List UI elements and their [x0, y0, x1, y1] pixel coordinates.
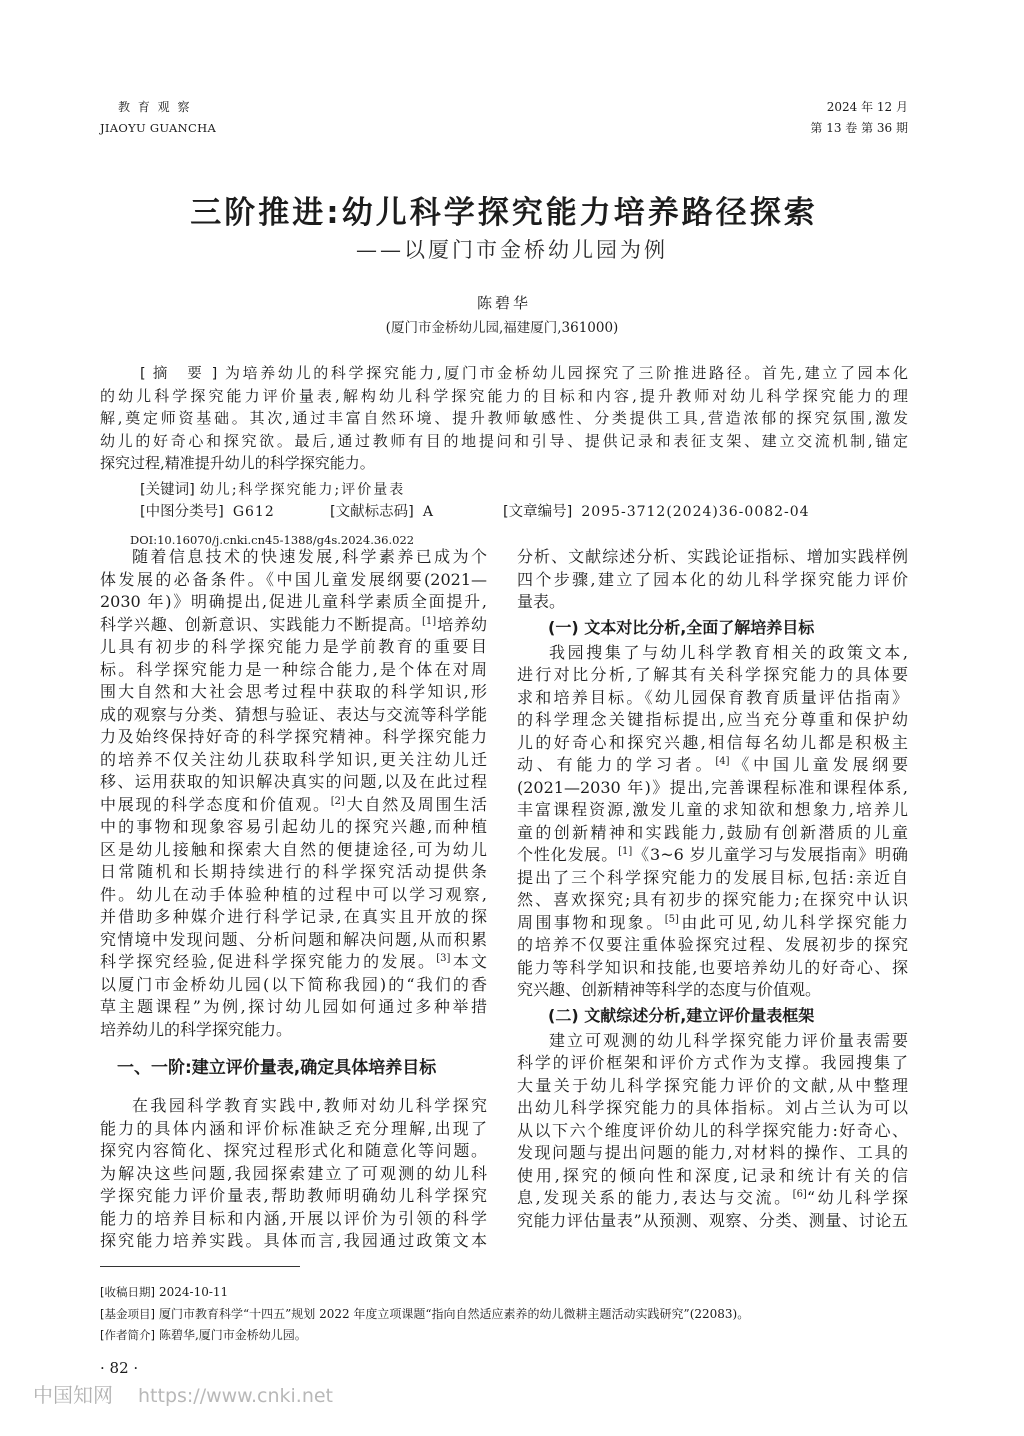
text-line [517, 844, 908, 867]
abstract-line: 解,奠定师资基础。其次,通过丰富自然环境、提升教师敏感性、分类提供工具,营造浓郁的探究氛围,激发 [100, 409, 908, 427]
text-segment: 个性化发展。 [517, 845, 619, 864]
article-number-value: 2095-3712(2024)36-0082-04 [581, 504, 810, 520]
text-segment: “幼儿科学探 [806, 1188, 908, 1207]
text-line: 移、运用获取的知识解决真实的问题,以及在此过程 [100, 772, 487, 791]
text-line: 使用,探究的倾向性和深度,记录和统计有关的信 [517, 1165, 908, 1185]
footnote-funding [100, 1306, 749, 1322]
citation-marker: [3] [436, 953, 451, 964]
text-line: 随着信息技术的快速发展,科学素养已成为个 [132, 547, 487, 566]
footnote-text: 厦门市教育科学“十四五”规划 2022 年度立项课题“指向自然适应素养的幼儿微耕主题活动实践研究”(22083)。 [158, 1307, 750, 1321]
text-line: 标。科学探究能力是一种综合能力,是个体在对周 [100, 659, 487, 679]
text-segment: 本文 [450, 952, 487, 971]
clc-number [140, 501, 275, 523]
body-column-left [100, 546, 487, 1253]
text-line: 四个步骤,建立了园本化的幼儿科学探究能力评价 [517, 569, 908, 589]
article-number [503, 501, 810, 523]
keywords-value: 幼儿;科学探究能力;评价量表 [199, 482, 406, 498]
text-line: 建立可观测的幼儿科学探究能力评价量表需要 [549, 1030, 908, 1050]
text-line: 件。幼儿在动手体验种植的过程中可以学习观察, [100, 884, 487, 904]
text-line: 儿的好奇心和探究兴趣,相信每名幼儿都是积极主 [517, 732, 908, 752]
article-subtitle: ——以厦门市金桥幼儿园为例 [356, 238, 668, 262]
footnote-received [100, 1284, 228, 1300]
journal-name-en: JIAOYU GUANCHA [100, 121, 217, 135]
text-line: 科学的评价框架和评价方式作为支撑。我园搜集了 [517, 1053, 908, 1072]
text-line [517, 1187, 908, 1210]
footnote-author-bio [100, 1327, 307, 1343]
text-line [100, 794, 487, 817]
footnote-label: [作者简介] [100, 1328, 155, 1342]
citation-marker: [4] [715, 756, 730, 767]
text-line: 能力等科学知识和技能,也要培养幼儿的好奇心、探 [517, 957, 908, 977]
text-line [517, 912, 908, 935]
paragraph [517, 546, 908, 614]
citation-marker: [1] [421, 615, 437, 627]
footnote-text: 陈碧华,厦门市金桥幼儿园。 [158, 1328, 307, 1342]
text-line: 为解决这些问题,我园探索建立了可观测的幼儿科 [100, 1163, 487, 1183]
text-line: 以厦门市金桥幼儿园(以下简称我园)的“我们的香 [100, 974, 487, 994]
text-line: 然、喜欢探究;具有初步的探究能力;在探究中认识 [517, 890, 908, 909]
abstract-line [100, 362, 908, 385]
text-line: 培养幼儿的科学探究能力。 [100, 1019, 293, 1039]
text-segment: 培养幼 [436, 614, 487, 634]
page-number: · 82 · [100, 1359, 139, 1377]
text-line: 究兴趣、创新精神等科学的态度与价值观。 [517, 980, 822, 999]
paragraph [517, 1030, 908, 1233]
footnote-text: 2024-10-11 [158, 1285, 229, 1299]
clc-label: [中图分类号] [140, 504, 224, 520]
text-line: 的科学理念关键指标提出,应当充分尊重和保护幼 [517, 710, 908, 729]
text-line: 究情境中发现问题、分析问题和解决问题,从而积累 [100, 929, 487, 949]
text-line: 日常随机和长期持续进行的科学探究活动提供条 [100, 862, 487, 881]
text-line: 成的观察与分类、猜想与验证、表达与交流等科学能 [100, 704, 487, 724]
text-line: 力及始终保持好奇的科学探究精神。科学探究能力 [100, 727, 487, 746]
keywords [140, 479, 405, 501]
subsection-heading: (二) 文献综述分析,建立评价量表框架 [548, 1005, 815, 1025]
text-segment: 科学兴趣、创新意识、实践能力不断提高。 [100, 614, 422, 634]
paragraph [517, 642, 908, 1002]
text-line: 的培养不仅关注幼儿获取科学知识,更关注幼儿迁 [100, 749, 487, 769]
article-title: 三阶推进:幼儿科学探究能力培养路径探索 [190, 195, 818, 231]
volume-issue: 第 13 卷 第 36 期 [810, 121, 908, 135]
text-line: 量表。 [517, 592, 566, 611]
text-segment: 周围事物和现象。 [517, 912, 665, 932]
abstract-label: [ 摘 要 ] [140, 366, 218, 382]
text-line: 的培养不仅要注重体验探究过程、发展初步的探究 [517, 935, 908, 954]
text-segment: 中展现的科学态度和价值观。 [100, 794, 331, 814]
watermark-site-name: 中国知网 [33, 1383, 113, 1407]
text-line: 能力的具体内涵和评价标准缺乏充分理解,出现了 [100, 1118, 487, 1138]
text-line: 并借助多种媒介进行科学记录,在真实且开放的探 [100, 907, 487, 926]
text-line: 我园搜集了与幼儿科学教育相关的政策文本, [549, 642, 908, 662]
footnote-divider [100, 1266, 300, 1267]
text-segment: 科学探究经验,促进科学探究能力的发展。 [100, 952, 437, 971]
text-line: 区是幼儿接触和探索大自然的便捷途径,可为幼儿 [100, 839, 487, 859]
issue-date: 2024 年 12 月 [826, 100, 908, 114]
body-column-right [517, 546, 908, 1232]
text-segment: 息,发现关系的能力,表达与交流。 [517, 1188, 793, 1207]
text-segment: 《3~6 岁儿童学习与发展指南》明确 [632, 845, 908, 864]
citation-marker: [5] [664, 913, 679, 925]
section-heading: 一、一阶:建立评价量表,确定具体培养目标 [117, 1058, 437, 1078]
citation-marker: [6] [792, 1189, 807, 1200]
text-segment: 由此可见,幼儿科学探究能力 [678, 912, 908, 932]
text-line: 围大自然和大社会思考过程中获取的科学知识,形 [100, 682, 487, 701]
text-line: 分析、文献综述分析、实践论证指标、增加实践样例 [517, 547, 908, 566]
journal-name-cn: 教 育 观 察 [118, 100, 192, 114]
text-line: 从以下六个维度评价幼儿的科学探究能力:好奇心、 [517, 1120, 908, 1140]
paragraph [100, 1095, 487, 1253]
author-name: 陈碧华 [476, 294, 531, 312]
text-line: 发现问题与提出问题的能力,对材料的操作、工具的 [517, 1143, 908, 1162]
document-code-value: A [422, 504, 434, 520]
text-line: 童的创新精神和实践能力,鼓励有创新潜质的儿童 [517, 822, 908, 842]
text-line: 2030 年)》明确提出,促进儿童科学素质全面提升, [100, 592, 487, 611]
abstract-text: 为培养幼儿的科学探究能力,厦门市金桥幼儿园探究了三阶推进路径。首先,建立了园本化 [222, 364, 908, 382]
text-segment: 《中国儿童发展纲要 [729, 755, 908, 774]
text-line: 能力的培养目标和内涵,开展以评价为引领的科学 [100, 1208, 487, 1228]
text-line: 在我园科学教育实践中,教师对幼儿科学探究 [132, 1096, 487, 1115]
article-number-label: [文章编号] [503, 504, 573, 520]
text-line: 儿具有初步的科学探究能力是学前教育的重要目 [100, 637, 487, 656]
text-line: 究能力评估量表”从预测、观察、分类、测量、讨论五 [517, 1210, 908, 1230]
author-affiliation: (厦门市金桥幼儿园,福建厦门,361000) [385, 320, 619, 336]
text-line: 大量关于幼儿科学探究能力评价的文献,从中整理 [517, 1075, 908, 1095]
watermark-url: https://www.cnki.net [138, 1385, 334, 1407]
text-line: 中的事物和现象容易引起幼儿的探究兴趣,而种植 [100, 817, 487, 836]
paragraph [100, 546, 487, 1041]
keywords-label: [关键词] [140, 482, 195, 498]
subsection-heading: (一) 文本对比分析,全面了解培养目标 [548, 617, 815, 637]
footnote-label: [基金项目] [100, 1307, 155, 1321]
text-segment: 动、有能力的学习者。 [517, 755, 716, 774]
abstract-line: 的幼儿科学探究能力评价量表,解构幼儿科学探究能力的目标和内容,提升教师对幼儿科学探究能力的理 [100, 386, 908, 405]
text-line: (2021—2030 年)》提出,完善课程标准和课程体系, [517, 777, 908, 797]
footnote-label: [收稿日期] [100, 1285, 155, 1299]
text-line [100, 614, 487, 637]
text-line: 求和培养目标。《幼儿园保育教育质量评估指南》 [517, 687, 908, 707]
text-line: 进行对比分析,了解其有关科学探究能力的具体要 [517, 665, 908, 684]
abstract-line: 幼儿的好奇心和探究欲。最后,通过教师有目的地提问和引导、提供记录和表征支架、建立交流机制,锚定 [100, 431, 908, 450]
document-code-label: [文献标志码] [330, 504, 414, 520]
text-line: 提出了三个科学探究能力的发展目标,包括:亲近自 [517, 867, 908, 887]
clc-value: G612 [232, 504, 275, 520]
text-line [517, 754, 908, 777]
citation-marker: [1] [618, 846, 633, 857]
text-line [100, 951, 487, 974]
document-code [330, 501, 434, 523]
text-line: 学探究能力评价量表,帮助教师明确幼儿科学探究 [100, 1186, 487, 1205]
abstract-line: 探究过程,精准提升幼儿的科学探究能力。 [100, 454, 375, 472]
doi: DOI:10.16070/j.cnki.cn45-1388/g4s.2024.36.022 [130, 533, 415, 547]
text-line: 探究内容简化、探究过程形式化和随意化等问题。 [100, 1141, 487, 1160]
text-line: 草主题课程”为例,探讨幼儿园如何通过多种举措 [100, 997, 487, 1016]
citation-marker: [2] [330, 795, 345, 807]
text-line: 出幼儿科学探究能力的具体指标。刘占兰认为可以 [517, 1098, 908, 1117]
text-line: 体发展的必备条件。《中国儿童发展纲要(2021— [100, 569, 487, 589]
abstract [100, 362, 908, 475]
text-segment: 大自然及周围生活 [344, 794, 487, 814]
text-line: 丰富课程资源,激发儿童的求知欲和想象力,培养儿 [517, 800, 908, 819]
text-line: 探究能力培养实践。具体而言,我园通过政策文本 [100, 1231, 487, 1250]
